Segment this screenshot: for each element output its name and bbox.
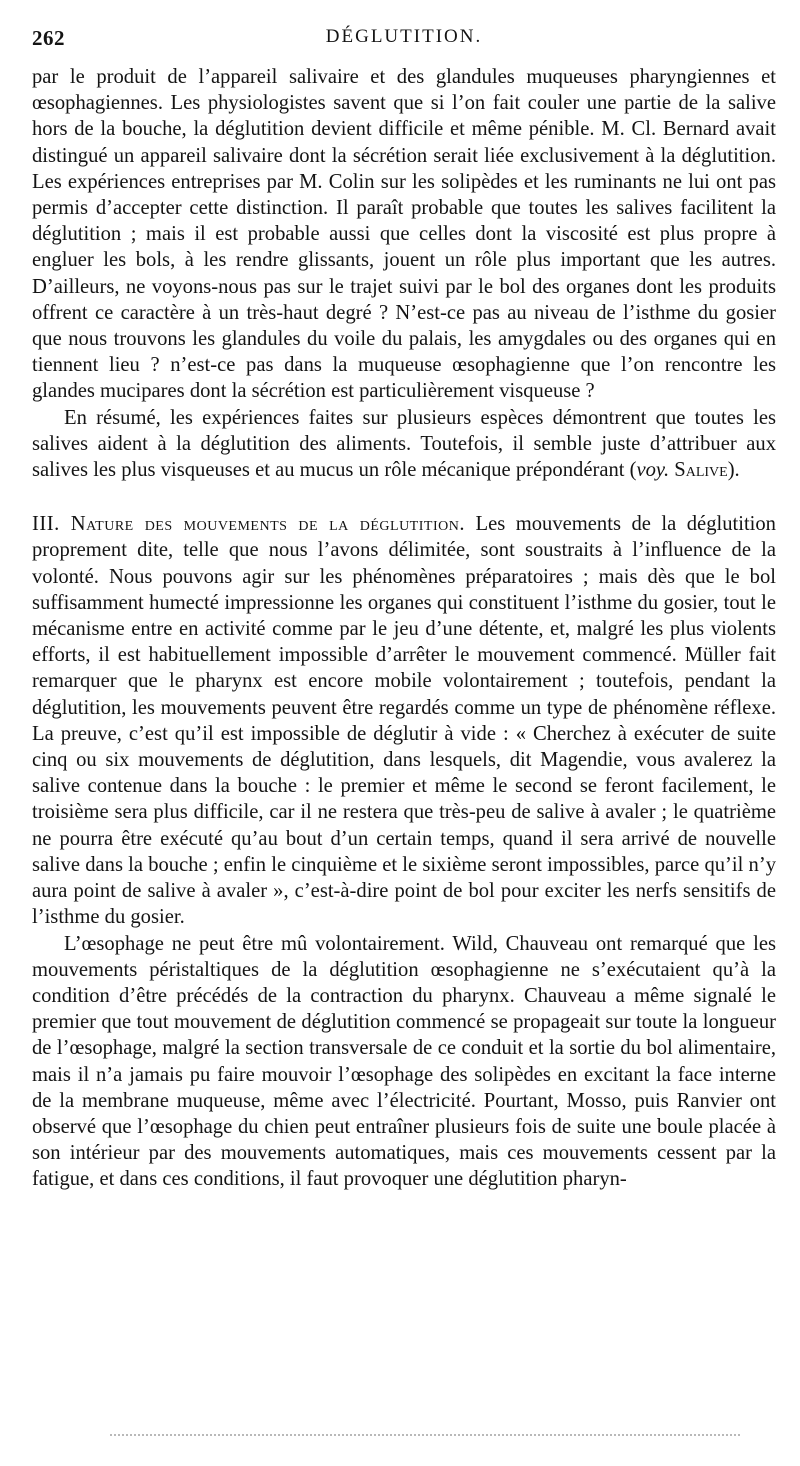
section-iii [32,511,776,1192]
cross-reference: Salive [674,459,728,482]
book-page [32,26,776,1193]
running-head: DÉGLUTITION. [325,26,483,47]
body-paragraph-summary [32,405,776,484]
section-heading: III. Nature des mouvements de la déglutition. [32,513,465,536]
section-first-paragraph [32,511,776,930]
page-number: 262 [32,26,65,50]
section-paragraph-2: L’œsophage ne peut être mû volontairement. Wild, Chauveau ont remarqué que les mouvements péristaltiques de la déglutition œsophagienne ne s’exécutaient qu’à la condition d’être précédés de la contraction du pharynx. Chauveau a même signalé le premier que tout mouvement de déglutition commencé se propageait sur toute la longueur de l’œsophage, malgré la section transversale de ce conduit et la sortie du bol alimentaire, mais il n’a jamais pu faire mouvoir l’œsophage des solipèdes en excitant la face interne de la membrane muqueuse, même avec l’électricité. Pourtant, Mosso, puis Ranvier ont observé que l’œsophage du chien peut entraîner plusieurs fois de suite une boule placée à son intérieur par des mouvements automatiques, mais ces mouvements cessent par la fatigue, et dans ces conditions, il faut provoquer une déglutition pharyn- [32,932,776,1191]
page-header [32,26,776,54]
summary-text: En résumé, les expériences faites sur plusieurs espèces démontrent que toutes les salives aident à la déglutition des aliments. Toutefois, il semble juste d’attribuer aux salives les plus visqueuses et au mucus un rôle mécanique prépondérant ( [32,406,776,482]
voy-abbrev: voy. [636,459,670,482]
body-paragraph-1: par le produit de l’appareil salivaire et des glandules muqueuses pharyngiennes et œsophagiennes. Les physiologistes savent que si l’on fait couler une partie de la salive hors de la bouche, la déglutition devient difficile et même pénible. M. Cl. Bernard avait distingué un appareil salivaire dont la sécrétion serait liée exclusivement à la déglutition. Les expériences entreprises par M. Colin sur les solipèdes et les ruminants ne lui ont pas permis d’accepter cette distinction. Il paraît probable que toutes les salives facilitent la déglutition ; mais il est probable aussi que celles dont la viscosité est plus propre à engluer les bols, à les rendre glissants, jouent un rôle plus important que les autres. D’ailleurs, ne voyons-nous pas sur le trajet suivi par le bol des organes dont les produits offrent ce caractère à un très-haut degré ? N’est-ce pas au niveau de l’isthme du gosier que nous trouvons les glandules du voile du palais, les amygdales ou des organes qui en tiennent lieu ? n’est-ce pas dans la muqueuse œsophagienne que l’on rencontre les glandes mucipares dont la sécrétion est particulièrement visqueuse ? [32,66,776,403]
summary-end: ). [727,459,740,482]
bottom-dotted-rule [110,1434,740,1436]
section-paragraph-1: Les mouvements de la déglutition proprement dite, telle que nous l’avons délimitée, sont soustraits à l’influence de la volonté. Nous pouvons agir sur les phénomènes préparatoires ; mais dès que le bol suffisamment humecté impressionne les organes qui constituent l’isthme du gosier, tout le mécanisme entre en activité comme par le jeu d’une détente, et, malgré les plus violents efforts, il est habituellement impossible d’arrêter le mouvement commencé. Müller fait remarquer que le pharynx est encore mobile volontairement ; toutefois, pendant la déglutition, les mouvements peuvent être regardés comme un type de phénomène réflexe. La preuve, c’est qu’il est impossible de déglutir à vide : « Cherchez à exécuter de suite cinq ou six mouvements de déglutition, dans lesquels, dit Magendie, vous avalerez la salive contenue dans la bouche : le premier et même le second se feront facilement, le troisième sera plus difficile, car il ne restera que très-peu de salive à avaler ; le quatrième ne pourra être exécuté qu’au bout d’un certain temps, quand il sera arrivé de nouvelle salive dans la bouche ; enfin le cinquième et le sixième seront impossibles, parce qu’il n’y aura point de salive à avaler », c’est-à-dire point de bol pour exciter les nerfs sensitifs de l’isthme du gosier. [32,513,776,929]
